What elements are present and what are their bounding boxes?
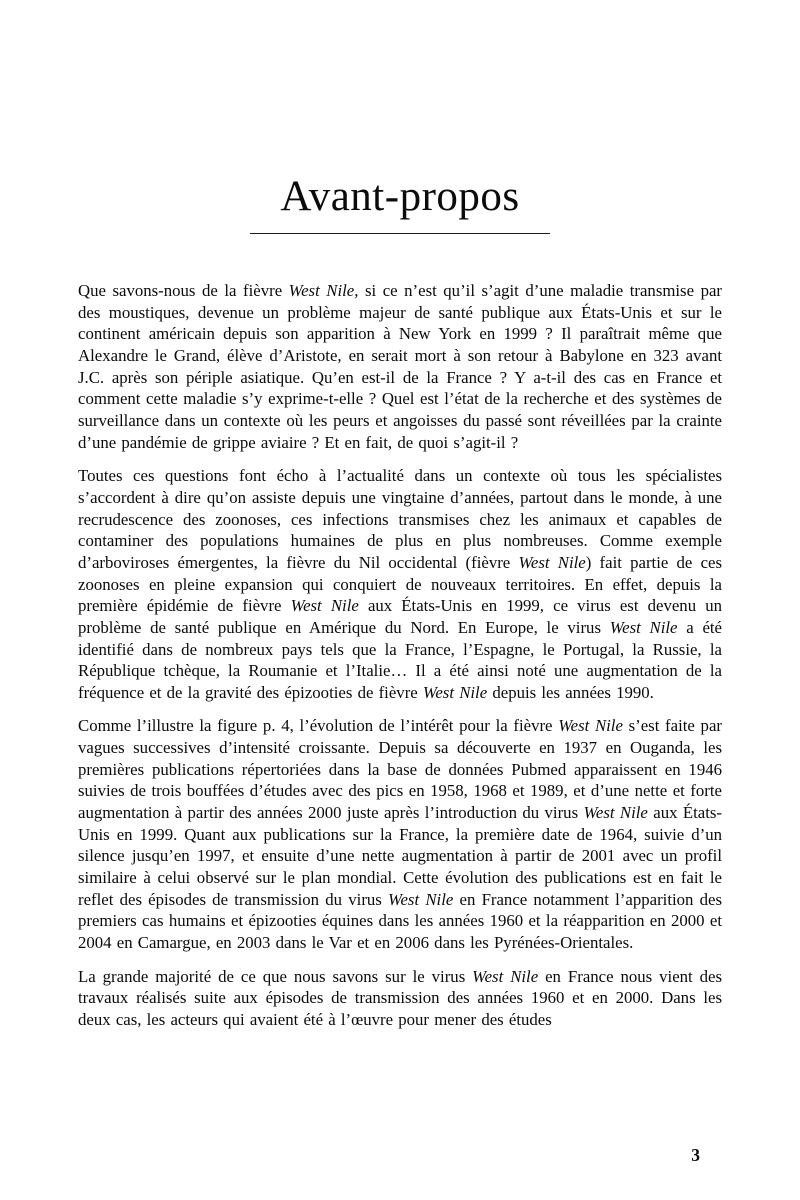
text-run: depuis les années 1990. (487, 682, 654, 702)
body-text (0, 280, 800, 1031)
text-run: en France notamment l’apparition des premiers cas humains et épizooties équines dans les années 1960 et la réapparition en 2000 et 2004 en Camargue, en 2003 dans le Var et en 2006 dans les Pyrénées-Orientales. (78, 889, 722, 953)
italic-text-run: West Nile (472, 966, 539, 986)
italic-text-run: West Nile (609, 617, 678, 637)
italic-text-run: West Nile (422, 682, 488, 702)
text-run: La grande majorité de ce que nous savons sur le virus (78, 966, 473, 986)
paragraph (78, 465, 722, 703)
paragraph (78, 715, 722, 953)
text-run: Que savons-nous de la fièvre (78, 281, 289, 300)
title-block (0, 0, 800, 234)
italic-text-run: West Nile, (288, 281, 359, 300)
italic-text-run: West Nile (518, 552, 586, 572)
italic-text-run: West Nile (583, 803, 648, 823)
text-run: aux États-Unis en 1999. Quant aux publications sur la France, la première date de 1964, suivie d’un silence jusqu’en 1997, et ensuite d’une nette augmentation à partir de 2001 avec un profil similaire à celui observé sur le plan mondial. Cette évolution des publications est en fait le reflet des épisodes de transmission du virus (78, 803, 722, 909)
paragraph (78, 966, 722, 1031)
text-run: en France nous vient des travaux réalisés suite aux épisodes de transmission des années 1960 et en 2000. Dans les deux cas, les acteurs qui avaient été à l’œuvre pour mener des études (78, 966, 723, 1029)
italic-text-run: West Nile (290, 596, 359, 616)
paragraph (78, 280, 722, 453)
page-title: Avant-propos (250, 172, 549, 234)
text-run: si ce n’est qu’il s’agit d’une maladie transmise par des moustiques, devenue un problème majeur de santé publique aux États-Unis et sur le continent américain depuis son apparition à New York en 1999 ? Il paraîtrait même que Alexandre le Grand, élève d’Aristote, en serait mort à son retour à Babylone en 323 avant J.C. après son périple asiatique. Qu’en est-il de la France ? Y a-t-il des cas en France et comment cette maladie s’y exprime-t-elle ? Quel est l’état de la recherche et des systèmes de surveillance dans un contexte où les peurs et angoisses du passé sont réveillées par la crainte d’une pandémie de grippe aviaire ? Et en fait, de quoi s’agit-il ? (78, 281, 722, 452)
text-run: Comme l’illustre la figure p. 4, l’évolution de l’intérêt pour la fièvre (78, 716, 559, 736)
italic-text-run: West Nile (388, 889, 454, 909)
page-number: 3 (691, 1145, 700, 1165)
text-run: ) fait partie de ces zoonoses en pleine expansion qui conquiert de nouveaux territoires. En effet, depuis la première épidémie de fièvre (78, 552, 722, 616)
text-run: Toutes ces questions font écho à l’actualité dans un contexte où tous les spécialistes s’accordent à dire qu’on assiste depuis une vingtaine d’années, partout dans le monde, à une recrudescence des zoonoses, ces infections transmises chez les animaux et capables de contaminer des populations humaines de plus en plus nombreuses. Comme exemple d’arboviroses émergentes, la fièvre du Nil occidental (fièvre (78, 466, 722, 572)
text-run: a été identifié dans de nombreux pays tels que la France, l’Espagne, le Portugal, la Russie, la République tchèque, la Roumanie et l’Italie… Il a été ainsi noté une augmentation de la fréquence et de la gravité des épizooties de fièvre (78, 617, 722, 702)
text-run: aux États-Unis en 1999, ce virus est devenu un problème de santé publique en Amérique du Nord. En Europe, le virus (78, 596, 722, 637)
text-run: s’est faite par vagues successives d’intensité croissante. Depuis sa découverte en 1937 en Ouganda, les premières publications répertoriées dans la base de données Pubmed apparaissent en 1946 suivies de trois bouffées d’études avec des pics en 1958, 1968 et 1989, et d’une nette et forte augmentation à partir des années 2000 juste après l’introduction du virus (78, 716, 722, 823)
italic-text-run: West Nile (558, 716, 623, 736)
